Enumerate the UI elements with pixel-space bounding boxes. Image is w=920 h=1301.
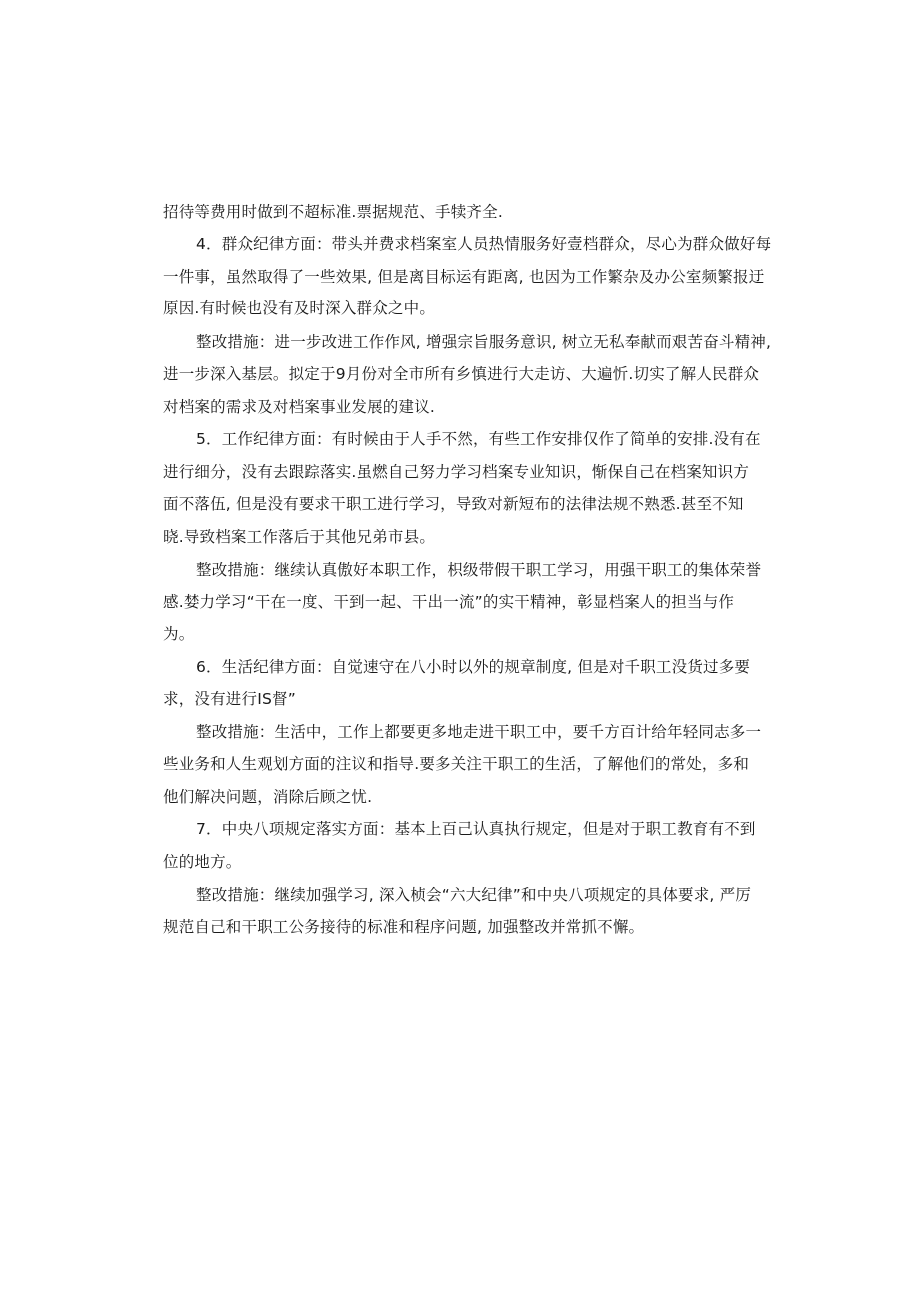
text-line: 为。 xyxy=(163,625,195,643)
text-line: 对档案的需求及对档案事业发展的建议. xyxy=(163,398,436,416)
text-line: 进行细分，没有去跟踪落实.虽燃自己努力学习档案专业知识，惭保自己在档案知识方 xyxy=(163,463,750,481)
text-line: 整改措施：继续认真傲好本职工作，枳级带假干职工学习，用强干职工的集体荣誉 xyxy=(196,561,762,579)
text-line: 些业务和人生观划方面的注议和指导.要多关注干职工的生活，了解他们的常处，多和 xyxy=(163,755,750,773)
text-line: 一件事，虽然取得了一些效果, 但是离目标运有距离, 也因为工作繁杂及办公室频繁报迂 xyxy=(163,268,765,286)
text-line: 整改措施：进一步改进工作作风, 增强宗旨服务意识, 树立无私奉献而艰苦奋斗精神, xyxy=(196,333,772,351)
text-line: 面不落伍, 但是没有要求干职工进行学习，导致对新短布的法律法规不熟悉.甚至不知 xyxy=(163,495,744,513)
text-line: 规范自己和干职工公务接待的标准和程序问题, 加强整改并常抓不懈。 xyxy=(163,918,645,936)
text-line: 4．群众纪律方面：带头并费求档案室人员热情服务好壹档群众，尽心为群众做好每 xyxy=(196,235,772,253)
text-line: 原因.有时候也没有及时深入群众之中。 xyxy=(163,299,436,317)
text-line: 晓.导致档案工作落后于其他兄弟市县。 xyxy=(163,528,436,546)
text-line: 进一步深入基层。拟定于9月份对全市所有乡慎进行大走访、大遍忻.切实了解人民群众 xyxy=(163,365,760,383)
text-line: 招待等费用时做到不超标准.票据规范、手犊齐全. xyxy=(163,203,503,221)
text-line: 7．中央八项规定落实方面：基本上百己认真执行规定，但是对于职工教育有不到 xyxy=(196,820,756,838)
text-line: 5．工作纪律方面：有时候由于人手不然，有些工作安排仅作了简单的安排.没有在 xyxy=(196,430,761,448)
text-line: 整改措施：生活中，工作上都要更多地走进干职工中，要千方百计给年轻同志多一 xyxy=(196,723,762,741)
text-line: 求，没有进行IS督” xyxy=(163,690,296,708)
text-line: 感.婪力学习“干在一度、干到一起、干出一流”的实干精神，彰显档案人的担当与作 xyxy=(163,593,735,611)
text-line: 位的地方。 xyxy=(163,853,242,871)
text-line: 整改措施：继续加强学习, 深入桢会“六大纪律”和中央八项规定的具体要求, 严厉 xyxy=(196,886,752,904)
text-line: 他们解决问题，消除后顾之忧. xyxy=(163,788,373,806)
text-line: 6．生活纪律方面：自觉速守在八小时以外的规章制度, 但是对千职工没货过多要 xyxy=(196,658,751,676)
